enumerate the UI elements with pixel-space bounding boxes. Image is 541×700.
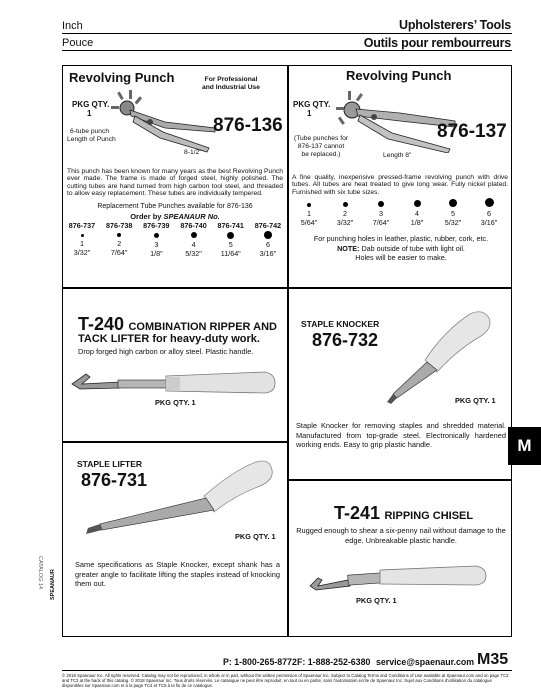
pkg-qty-value: 1 bbox=[87, 109, 92, 118]
size-col bbox=[400, 197, 434, 227]
product-description: Same specifications as Staple Knocker, except shank has a greater angle to facilitate lifting the staples instead of knocking them out. bbox=[75, 560, 280, 589]
part-code: 876-738 bbox=[105, 221, 133, 230]
size-number: 5 bbox=[451, 209, 455, 218]
header-rule-1 bbox=[62, 33, 512, 34]
unit-pouce: Pouce bbox=[62, 37, 94, 49]
size-value: 5/64" bbox=[300, 218, 318, 227]
size-col bbox=[292, 197, 326, 227]
footer-rule bbox=[62, 670, 512, 671]
part-code: 876-740 bbox=[180, 221, 207, 230]
hole-dot bbox=[264, 231, 272, 239]
column-divider bbox=[287, 65, 289, 637]
pkg-qty: PKG QTY. 1 bbox=[155, 398, 196, 407]
size-value: 7/64" bbox=[372, 218, 390, 227]
hole-dot bbox=[378, 201, 384, 207]
size-value: 1/8" bbox=[410, 218, 424, 227]
product-label: STAPLE LIFTER bbox=[77, 459, 143, 469]
size-number: 3 bbox=[379, 209, 383, 218]
footer-fax: F: 1-888-252-6380 bbox=[297, 657, 371, 667]
tube-count: 6-tube punch bbox=[70, 128, 110, 135]
product-title: COMBINATION RIPPER AND bbox=[128, 321, 277, 333]
size-value: 5/32" bbox=[444, 218, 462, 227]
part-code: 876-742 bbox=[254, 221, 282, 230]
page-category-fr: Outils pour rembourreurs bbox=[363, 36, 511, 50]
header-rule-2 bbox=[62, 50, 512, 51]
footer-phone: P: 1-800-265-8772 bbox=[223, 657, 297, 667]
product-description: Staple Knocker for removing staples and shredded material. Manufactured from top-grade steel. Electronically hardened working ends. Easy to grip plastic handle. bbox=[296, 421, 506, 450]
pkg-qty: PKG QTY. 1 bbox=[235, 532, 276, 541]
order-brand: SPEANAUR No. bbox=[163, 212, 220, 221]
part-size: 11/64" bbox=[220, 249, 241, 258]
product-code: T-240 bbox=[78, 314, 125, 334]
product-description: Rugged enough to shear a six-penny nail without damage to the edge. Unbreakable plastic handle. bbox=[296, 526, 506, 545]
part-number: 3 bbox=[154, 240, 159, 249]
pro-label-1: For Professional bbox=[204, 76, 258, 83]
footer-email[interactable]: service@spaenaur.com bbox=[376, 657, 475, 667]
right-divider-1 bbox=[288, 287, 512, 289]
part-col bbox=[138, 221, 174, 258]
size-col bbox=[328, 197, 362, 227]
part-number: 2 bbox=[117, 239, 122, 248]
pkg-qty: PKG QTY. 1 bbox=[356, 596, 397, 605]
product-title: RIPPING CHISEL bbox=[384, 510, 474, 522]
order-by-line bbox=[64, 212, 286, 221]
part-size: 3/16" bbox=[259, 249, 277, 258]
part-code: 876-739 bbox=[143, 221, 170, 230]
product-description: This punch has been known for many years as the best Revolving Punch ever made. The frame is made of forged steel, highly polished. The cutting tubes are hand turned from high carbon tool steel, and threaded to allow easy replacement. These tubes are individually tempered. bbox=[67, 168, 283, 198]
size-value: 3/16" bbox=[480, 218, 498, 227]
staple-lifter-image bbox=[84, 456, 276, 541]
tube-note-3: be replaced.) bbox=[301, 151, 341, 158]
tube-sizes bbox=[290, 197, 508, 227]
replacement-parts bbox=[64, 221, 286, 258]
pro-label-2: and Industrial Use bbox=[202, 84, 260, 91]
page-category-en: Upholsterers’ Tools bbox=[399, 18, 511, 32]
part-number: 5 bbox=[228, 240, 233, 249]
t240-heading-2: TACK LIFTER for heavy-duty work. bbox=[78, 333, 260, 345]
hole-dot bbox=[117, 233, 121, 237]
size-number: 1 bbox=[307, 209, 311, 218]
legal-text: © 2018 Spaenaur Inc. All rights reserved. Catalog may not be reproduced, in whole or in part, without the written permission of Spaenaur Inc. Subject to Catalog Terms and Conditions of Use available at Spaenaur.com and on page TC2 and TC3 at the back of this catalog. © 2018 Spaenaur Inc. Tous droits réservés. Le catalogue ne peut être reproduit, en tout ou en partie, sans l'autorisation écrite de Spaenaur Inc. Sujet aux Conditions d'utilisation du catalogue disponibles sur Spaenaur.com et à la page TC4 et TC5 à la fin de ce catalogue. bbox=[62, 673, 509, 688]
tube-note-2: 876-137 cannot bbox=[297, 143, 345, 150]
pkg-qty-value: 1 bbox=[307, 109, 312, 118]
hole-dot bbox=[343, 202, 348, 207]
part-col bbox=[213, 221, 249, 258]
revolving-punch-image bbox=[105, 88, 220, 156]
brand-vertical: SPEANAUR bbox=[50, 569, 56, 600]
product-description: Drop forged high carbon or alloy steel. Plastic handle. bbox=[78, 347, 254, 356]
pkg-qty: PKG QTY. 1 bbox=[455, 396, 496, 405]
size-number: 6 bbox=[487, 209, 491, 218]
product-title: Revolving Punch bbox=[346, 68, 452, 83]
size-number: 4 bbox=[415, 209, 419, 218]
part-number: 6 bbox=[265, 240, 270, 249]
part-size: 3/32" bbox=[73, 248, 91, 257]
pkg-qty-label: PKG QTY. bbox=[293, 100, 331, 109]
length-label: Length of Punch bbox=[67, 136, 116, 143]
part-size: 1/8" bbox=[150, 249, 163, 258]
staple-knocker-image bbox=[385, 310, 495, 405]
page-number: M35 bbox=[477, 651, 509, 668]
oil-note-2: Holes will be easier to make. bbox=[355, 253, 447, 262]
replacement-note: Replacement Tube Punches available for 876-136 bbox=[97, 203, 253, 210]
hole-dot bbox=[154, 233, 159, 238]
hole-dot bbox=[191, 232, 197, 238]
size-col bbox=[364, 197, 398, 227]
hole-dot bbox=[414, 200, 421, 207]
left-divider-1 bbox=[62, 287, 288, 289]
note-text: Dab outside of tube with light oil. bbox=[361, 244, 465, 253]
product-title: Revolving Punch bbox=[69, 70, 175, 85]
part-code: 876-737 bbox=[68, 221, 96, 230]
size-col bbox=[436, 197, 470, 227]
size-col bbox=[472, 197, 506, 227]
pkg-qty-label: PKG QTY. bbox=[72, 100, 110, 109]
punch-length: 8-1/2" bbox=[184, 149, 202, 156]
ripping-chisel-image bbox=[308, 556, 488, 596]
note-label: NOTE: bbox=[337, 244, 360, 253]
size-value: 3/32" bbox=[336, 218, 354, 227]
part-col bbox=[101, 221, 137, 258]
section-tab-m[interactable]: M bbox=[508, 427, 541, 465]
left-divider-2 bbox=[62, 441, 288, 443]
tube-note-1: (Tube punches for bbox=[293, 135, 349, 142]
part-code: 876-741 bbox=[217, 221, 244, 230]
product-code: 876-137 bbox=[437, 121, 507, 142]
product-description: A fine quality, inexpensive pressed-frame revolving punch with drive tubes. All tubes are heat treated to give long wear. Fully nickel plated. Furnished with six tube sizes. bbox=[292, 174, 508, 196]
product-code: 876-136 bbox=[213, 115, 283, 136]
product-code: 876-732 bbox=[312, 330, 379, 350]
right-divider-2 bbox=[288, 479, 512, 481]
part-number: 4 bbox=[191, 240, 196, 249]
hole-dot bbox=[227, 232, 234, 239]
t241-heading bbox=[334, 503, 473, 524]
oil-note bbox=[290, 245, 512, 252]
part-number: 1 bbox=[80, 239, 84, 248]
hole-dot bbox=[81, 234, 84, 237]
punch-length: Length 8" bbox=[383, 152, 412, 159]
use-note: For punching holes in leather, plastic, rubber, cork, etc. bbox=[313, 234, 489, 243]
part-col bbox=[64, 221, 100, 258]
hole-dot bbox=[485, 198, 494, 207]
product-code: T-241 bbox=[334, 503, 381, 523]
catalog-label: CATALOG 14 bbox=[37, 556, 43, 590]
part-col bbox=[176, 221, 212, 258]
part-size: 7/64" bbox=[110, 248, 128, 257]
product-label: STAPLE KNOCKER bbox=[301, 319, 380, 329]
order-by-label: Order by bbox=[130, 212, 162, 221]
part-col bbox=[250, 221, 286, 258]
unit-inch: Inch bbox=[62, 20, 83, 32]
hole-dot bbox=[449, 199, 457, 207]
ripper-tool-image bbox=[70, 362, 280, 402]
hole-dot bbox=[307, 203, 311, 207]
part-size: 5/32" bbox=[185, 249, 202, 258]
t240-heading-1 bbox=[78, 314, 277, 335]
size-number: 2 bbox=[343, 209, 347, 218]
product-code: 876-731 bbox=[81, 470, 148, 490]
